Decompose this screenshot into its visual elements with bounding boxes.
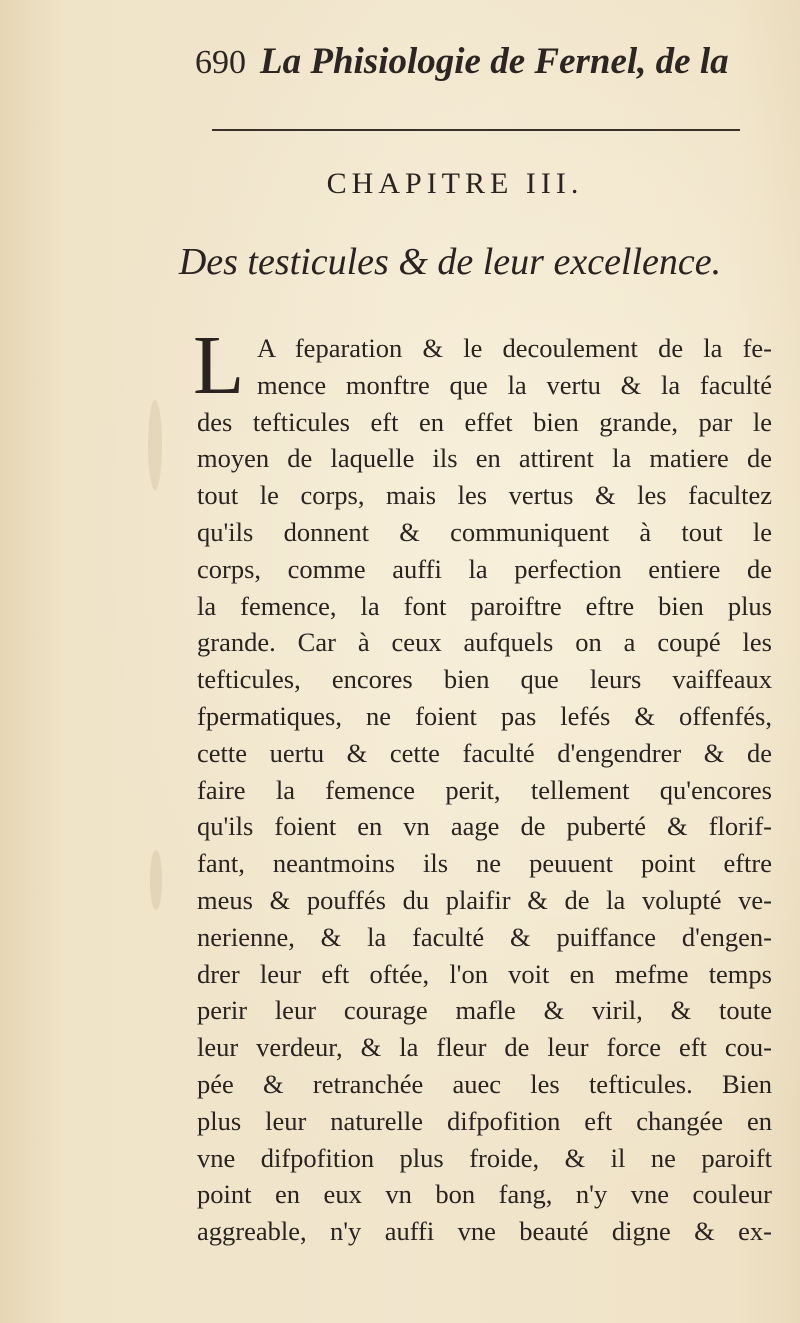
text-line: faire la femence perit, tellement qu'encores xyxy=(197,774,772,805)
chapter-title: Des testicules & de leur excellence. xyxy=(178,241,722,283)
text-line: fant, neantmoins ils ne peuuent point eftre xyxy=(197,848,772,879)
text-line: qu'ils donnent & communiquent à tout le xyxy=(197,516,772,547)
text-line: aggreable, n'y auffi vne beauté digne & ex- xyxy=(197,1216,772,1247)
running-head xyxy=(195,40,775,90)
text-line: perir leur courage mafle & viril, & toute xyxy=(197,995,772,1026)
text-line: la femence, la font paroiftre eftre bien plus xyxy=(197,590,772,621)
text-line: point en eux vn bon fang, n'y vne couleur xyxy=(197,1179,772,1210)
text-line: qu'ils foient en vn aage de puberté & florif- xyxy=(197,811,772,842)
text-line: leur verdeur, & la fleur de leur force eft cou- xyxy=(197,1032,772,1063)
text-line: vne difpofition plus froide, & il ne paroift xyxy=(197,1142,772,1173)
text-line: A feparation & le decoulement de la fe- xyxy=(257,333,772,363)
text-line: moyen de laquelle ils en attirent la matiere de xyxy=(197,443,772,474)
text-line: tefticules, encores bien que leurs vaiffeaux xyxy=(197,664,772,695)
text-line: corps, comme auffi la perfection entiere de xyxy=(197,553,772,584)
text-line: tout le corps, mais les vertus & les facultez xyxy=(197,480,772,511)
text-line: nerienne, & la faculté & puiffance d'engen- xyxy=(197,921,772,952)
text-line: plus leur naturelle difpofition eft changée en xyxy=(197,1105,772,1136)
text-line: grande. Car à ceux aufquels on a coupé les xyxy=(197,627,772,658)
header-rule xyxy=(212,129,740,131)
paper-stain xyxy=(148,400,162,490)
text-line: meus & pouffés du plaifir & de la volupté ve- xyxy=(197,884,772,915)
text-line: mence monftre que la vertu & la faculté xyxy=(257,369,772,400)
chapter-heading: CHAPITRE III. xyxy=(326,167,584,200)
text-line: cette uertu & cette faculté d'engendrer & de xyxy=(197,737,772,768)
text-line: pée & retranchée auec les tefticules. Bien xyxy=(197,1068,772,1099)
page-number: 690 xyxy=(195,44,246,81)
drop-cap: L xyxy=(193,319,245,412)
paper-stain xyxy=(150,850,162,910)
running-title: La Phisiologie de Fernel, de la xyxy=(260,41,729,82)
body-text xyxy=(193,319,772,1250)
text-line: fpermatiques, ne foient pas lefés & offenfés, xyxy=(197,700,772,731)
text-line: des tefticules eft en effet bien grande, par le xyxy=(197,406,772,437)
text-line: drer leur eft oftée, l'on voit en mefme temps xyxy=(197,958,772,989)
